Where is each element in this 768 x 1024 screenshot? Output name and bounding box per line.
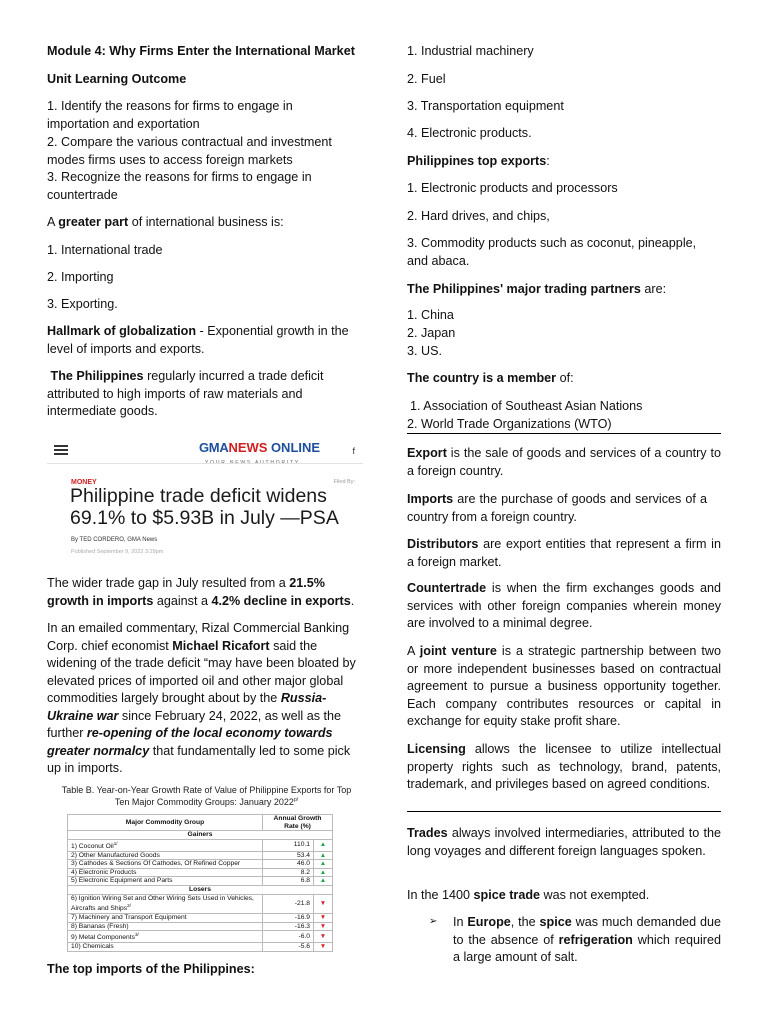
ulo-heading: Unit Learning Outcome xyxy=(47,72,187,86)
news-byline: By TED CORDERO, GMA News xyxy=(71,537,158,543)
table-row xyxy=(68,860,333,869)
growth-rate-value: -16.3 xyxy=(263,922,314,931)
export-item-1: 1. Electronic products and processors xyxy=(407,181,618,195)
down-arrow-icon: ▼ xyxy=(314,922,333,931)
export-growth-table xyxy=(50,785,363,952)
growth-rate-value: 53.4 xyxy=(263,851,314,860)
ib-item-1: 1. International trade xyxy=(47,243,163,257)
growth-rate-value: -16.9 xyxy=(263,914,314,923)
import-item-1: 1. Industrial machinery xyxy=(407,44,534,58)
commodity-name: 10) Chemicals xyxy=(68,943,263,952)
ulo-item-1: 1. Identify the reasons for firms to engage in importation and exportation xyxy=(47,99,293,131)
licensing-definition: Licensing allows the licensee to utilize intellectual property rights such as technology, brand, patents, trademark, and privileges based on agreed conditions. xyxy=(407,742,721,791)
export-item-3: 3. Commodity products such as coconut, pineapple, and abaca. xyxy=(407,236,697,268)
partners-heading: The Philippines' major trading partners are: xyxy=(407,282,667,296)
trades-paragraph: Trades always involved intermediaries, attributed to the long voyages and different foreign languages spoken. xyxy=(407,826,721,858)
up-arrow-icon: ▲ xyxy=(314,839,333,851)
partner-item-3: 3. US. xyxy=(407,344,442,358)
table-row xyxy=(68,931,333,943)
col-header-group: Major Commodity Group xyxy=(68,815,263,831)
hallmark-paragraph: Hallmark of globalization - Exponential growth in the level of imports and exports. xyxy=(47,324,349,356)
growth-rate-value: -21.8 xyxy=(263,894,314,913)
ib-item-2: 2. Importing xyxy=(47,270,114,284)
losers-section xyxy=(68,885,333,894)
ulo-item-2: 2. Compare the various contractual and investment modes firms uses to access foreign markets xyxy=(47,135,332,167)
table-row xyxy=(68,868,333,877)
commodity-table xyxy=(67,814,333,952)
gainers-section-label: Gainers xyxy=(68,831,333,840)
up-arrow-icon: ▲ xyxy=(314,851,333,860)
table-title: Table B. Year-on-Year Growth Rate of Value of Philippine Exports for Top Ten Major Commodity Groups: January $2022^{p/}$ xyxy=(61,785,352,807)
down-arrow-icon: ▼ xyxy=(314,914,333,923)
table-row xyxy=(68,914,333,923)
import-item-4: 4. Electronic products. xyxy=(407,126,532,140)
trade-gap-paragraph: The wider trade gap in July resulted from a 21.5% growth in imports against a 4.2% decline in exports. xyxy=(47,576,355,608)
arrow-bullet-icon: ➢ xyxy=(429,916,438,927)
imports-definition: Imports are the purchase of goods and services of a country from a foreign country. xyxy=(407,492,707,524)
export-definition: Export is the sale of goods and services of a country to a foreign country. xyxy=(407,446,721,478)
joint-venture-definition: A joint venture is a strategic partnership between two or more independent businesses based on contractual agreement to pursue a business opportunity together. Each company contributes resources or capital in exchange for equity stake profit share. xyxy=(407,644,721,728)
commodity-name: 6) Ignition Wiring Set and Other Wiring Sets Used in Vehicles, Aircrafts and Ships$^{2/}$ xyxy=(68,894,263,913)
table-row xyxy=(68,877,333,886)
commodity-name: 8) Bananas (Fresh) xyxy=(68,922,263,931)
growth-rate-value: -6.0 xyxy=(263,931,314,943)
growth-rate-value: -5.6 xyxy=(263,943,314,952)
commentary-paragraph: In an emailed commentary, Rizal Commercial Banking Corp. chief economist Michael Ricafort said the widening of the trade deficit “may have been bloated by elevated prices of imported oil and other major global commodities largely brought about by the Russia-Ukraine war since February 24, 2022, as well as the further re-opening of the local economy towards greater normalcy that fundamentally led to some pick up in imports. xyxy=(47,621,356,775)
member-heading: The country is a member of: xyxy=(407,371,574,385)
news-screenshot xyxy=(47,433,363,561)
partner-item-1: 1. China xyxy=(407,308,454,322)
news-headline: Philippine trade deficit widens 69.1% to $5.93B in July —PSA xyxy=(70,485,339,529)
up-arrow-icon: ▲ xyxy=(314,877,333,886)
table-row xyxy=(68,839,333,851)
commodity-name: 2) Other Manufactured Goods xyxy=(68,851,263,860)
top-exports-heading: Philippines top exports: xyxy=(407,154,550,168)
growth-rate-value: 46.0 xyxy=(263,860,314,869)
import-item-2: 2. Fuel xyxy=(407,72,446,86)
up-arrow-icon: ▲ xyxy=(314,860,333,869)
divider-2 xyxy=(407,811,721,812)
commodity-name: 3) Cathodes & Sections Of Cathodes, Of Refined Copper xyxy=(68,860,263,869)
philippines-deficit-paragraph: The Philippines regularly incurred a trade deficit attributed to high imports of raw materials and intermediate goods. xyxy=(47,369,324,418)
hamburger-menu-icon xyxy=(54,445,68,457)
import-item-3: 3. Transportation equipment xyxy=(407,99,564,113)
module-title: Module 4: Why Firms Enter the International Market xyxy=(47,44,355,58)
down-arrow-icon: ▼ xyxy=(314,943,333,952)
export-item-2: 2. Hard drives, and chips, xyxy=(407,209,550,223)
down-arrow-icon: ▼ xyxy=(314,931,333,943)
spice-trade-paragraph: In the 1400 spice trade was not exempted. xyxy=(407,888,650,902)
growth-rate-value: 6.8 xyxy=(263,877,314,886)
up-arrow-icon: ▲ xyxy=(314,868,333,877)
countertrade-definition: Countertrade is when the firm exchanges goods and services with other foreign companies wherein money are involved to a minimal degree. xyxy=(407,581,721,630)
member-item-1: 1. Association of Southeast Asian Nations xyxy=(410,399,643,413)
losers-section-label: Losers xyxy=(68,885,333,894)
commodity-name: 5) Electronic Equipment and Parts xyxy=(68,877,263,886)
europe-bullet-text: In Europe, the spice was much demanded due to the absence of refrigeration which required a large amount of salt. xyxy=(453,915,722,964)
table-row xyxy=(68,851,333,860)
commodity-name: 1) Coconut Oil$^{1/}$ xyxy=(68,839,263,851)
commodity-name: 9) Metal Components$^{3/}$ xyxy=(68,931,263,943)
commodity-name: 4) Electronic Products xyxy=(68,868,263,877)
table-row xyxy=(68,943,333,952)
growth-rate-value: 110.1 xyxy=(263,839,314,851)
news-section-label: MONEY xyxy=(71,479,97,486)
facebook-icon: f xyxy=(352,446,355,456)
down-arrow-icon: ▼ xyxy=(314,894,333,913)
top-imports-heading: The top imports of the Philippines: xyxy=(47,962,255,976)
col-header-rate: Annual Growth Rate (%) xyxy=(263,815,333,831)
table-row xyxy=(68,894,333,913)
commodity-name: 7) Machinery and Transport Equipment xyxy=(68,914,263,923)
gainers-section xyxy=(68,831,333,840)
ulo-item-3: 3. Recognize the reasons for firms to engage in countertrade xyxy=(47,170,312,202)
greater-part-line: A greater part of international business is: xyxy=(47,215,284,229)
header-divider xyxy=(47,463,363,464)
gma-news-logo: GMANEWS ONLINE YOUR NEWS AUTHORITY xyxy=(199,440,321,466)
ib-item-3: 3. Exporting. xyxy=(47,297,118,311)
distributors-definition: Distributors are export entities that represent a firm in a foreign market. xyxy=(407,537,721,569)
divider-1 xyxy=(407,433,721,434)
news-published-date: Published September 9, 2022 3:29pm xyxy=(71,549,164,555)
filed-by-label: Filed By: xyxy=(333,479,355,485)
table-row xyxy=(68,922,333,931)
partner-item-2: 2. Japan xyxy=(407,326,456,340)
growth-rate-value: 8.2 xyxy=(263,868,314,877)
member-item-2: 2. World Trade Organizations (WTO) xyxy=(407,417,612,431)
